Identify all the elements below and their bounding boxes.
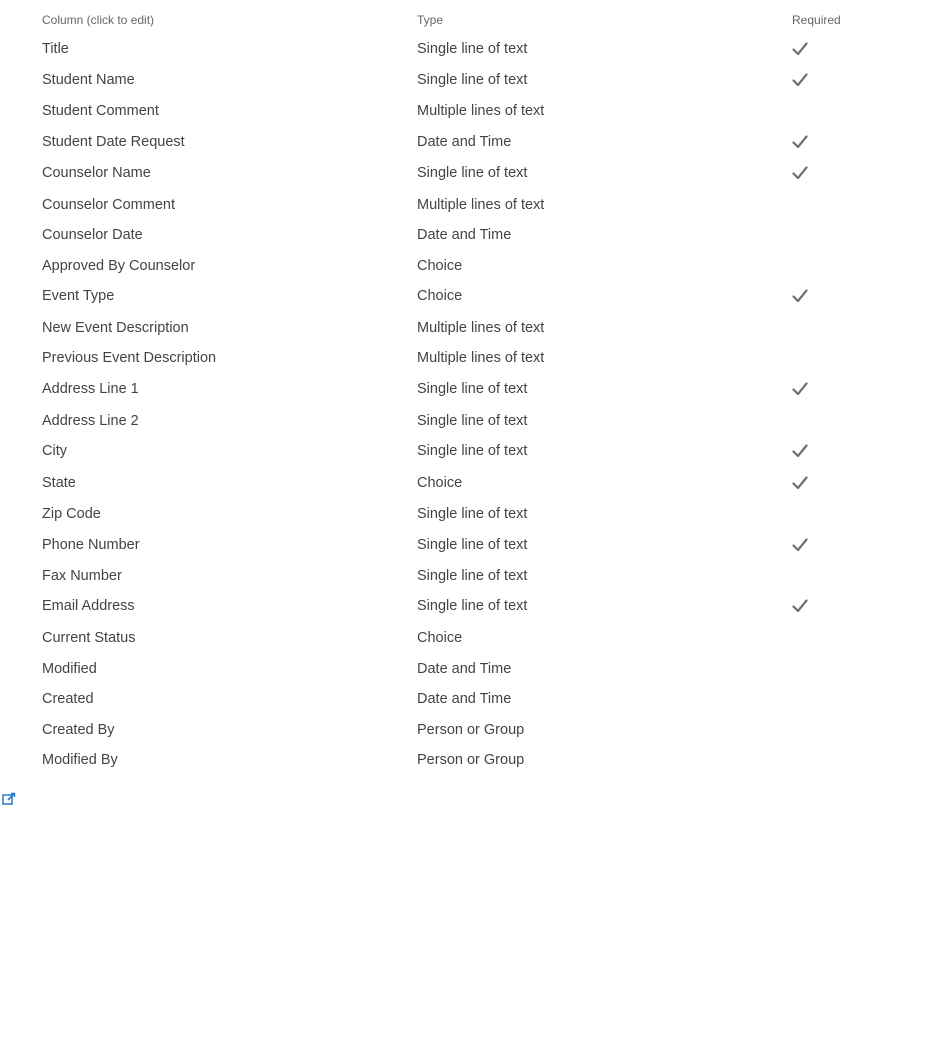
column-name-link[interactable]: Current Status [42,630,136,646]
check-icon [792,599,808,613]
column-type: Single line of text [417,165,528,181]
table-row [0,98,930,129]
column-name-link[interactable]: Created By [42,722,115,738]
column-type: Single line of text [417,598,528,614]
check-icon [792,476,808,490]
column-type: Date and Time [417,691,512,707]
column-type: Single line of text [417,537,528,553]
column-type: Date and Time [417,227,512,243]
column-name-link[interactable]: Created [42,691,94,707]
column-name-link[interactable]: Address Line 1 [42,381,139,397]
table-row [0,686,930,717]
column-type: Multiple lines of text [417,350,545,366]
column-type: Single line of text [417,72,528,88]
column-name-link[interactable]: Student Date Request [42,134,185,150]
column-type: Single line of text [417,41,528,57]
column-type: Choice [417,475,463,491]
column-name-link[interactable]: Modified By [42,752,118,768]
column-type: Multiple lines of text [417,320,545,336]
column-name-link[interactable]: New Event Description [42,320,189,336]
column-type: Single line of text [417,506,528,522]
column-type: Single line of text [417,443,528,459]
columns-table-header [0,13,930,29]
column-name-link[interactable]: Address Line 2 [42,413,139,429]
table-row [0,656,930,686]
table-row [0,747,930,778]
external-edit-icon[interactable] [2,792,16,806]
column-type: Person or Group [417,752,525,768]
check-icon [792,538,808,552]
column-type: Date and Time [417,134,512,150]
column-name-link[interactable]: Fax Number [42,568,122,584]
column-name-link[interactable]: Counselor Name [42,165,151,181]
table-row [0,563,930,593]
column-type: Single line of text [417,568,528,584]
table-row [0,160,930,192]
table-row [0,532,930,563]
column-type: Single line of text [417,381,528,397]
table-row [0,408,930,438]
table-row [0,315,930,345]
column-name-link[interactable]: Email Address [42,598,135,614]
column-name-link[interactable]: Event Type [42,288,115,304]
column-name-link[interactable]: Student Name [42,72,135,88]
column-type: Multiple lines of text [417,103,545,119]
column-header-type: Type [417,13,444,27]
column-name-link[interactable]: Approved By Counselor [42,258,196,274]
table-row [0,593,930,625]
column-name-link[interactable]: Phone Number [42,537,140,553]
table-row [0,283,930,315]
table-row [0,36,930,67]
column-header-required: Required [792,13,841,27]
column-type: Person or Group [417,722,525,738]
check-icon [792,444,808,458]
table-row [0,376,930,408]
column-name-link[interactable]: Title [42,41,69,57]
table-row [0,345,930,376]
column-name-link[interactable]: State [42,475,76,491]
table-row [0,67,930,98]
table-row [0,625,930,656]
column-header-name: Column (click to edit) [42,13,155,27]
column-type: Multiple lines of text [417,197,545,213]
check-icon [792,42,808,56]
table-row [0,129,930,160]
table-row [0,253,930,283]
column-type: Choice [417,258,463,274]
table-row [0,222,930,253]
table-row [0,717,930,747]
column-name-link[interactable]: Student Comment [42,103,159,119]
check-icon [792,73,808,87]
table-row [0,470,930,501]
column-name-link[interactable]: Zip Code [42,506,101,522]
table-row [0,192,930,222]
check-icon [792,382,808,396]
check-icon [792,135,808,149]
column-name-link[interactable]: City [42,443,67,459]
check-icon [792,289,808,303]
column-name-link[interactable]: Counselor Comment [42,197,175,213]
column-type: Choice [417,288,463,304]
column-name-link[interactable]: Previous Event Description [42,350,217,366]
column-type: Date and Time [417,661,512,677]
columns-table-body [0,36,930,778]
table-row [0,438,930,470]
check-icon [792,166,808,180]
column-type: Choice [417,630,463,646]
column-name-link[interactable]: Counselor Date [42,227,143,243]
column-type: Single line of text [417,413,528,429]
column-name-link[interactable]: Modified [42,661,97,677]
table-row [0,501,930,532]
